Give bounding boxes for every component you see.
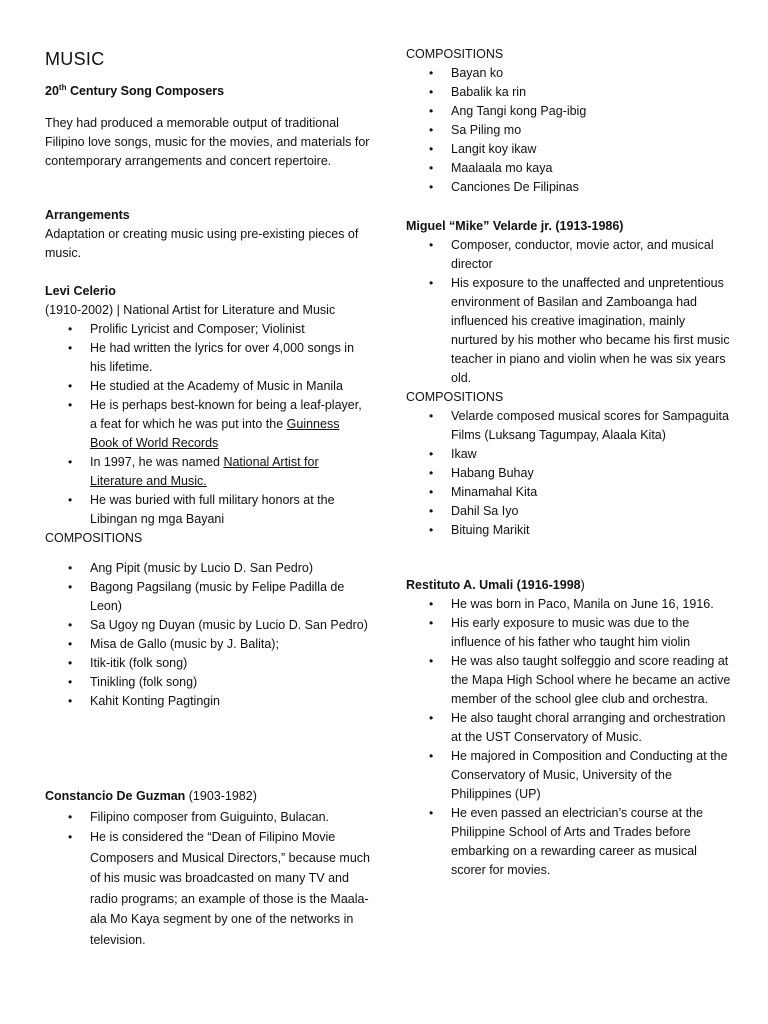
- intro-paragraph: They had produced a memorable output of traditional Filipino love songs, music for the movies, and materials for contemporary arrangements and concert repertoire.: [45, 116, 370, 168]
- list-item: • Velarde composed musical scores for Sampaguita Films (Luksang Tagumpay, Alaala Kita): [406, 407, 732, 445]
- list-item: [45, 453, 370, 491]
- constancio-block: [45, 786, 370, 950]
- list-item: • Bayan ko: [406, 64, 732, 83]
- velarde-name: Miguel “Mike” Velarde jr. (1913-1986): [406, 219, 624, 233]
- guinness-link[interactable]: Guinness Book of World Records: [90, 417, 340, 450]
- list-item: • Langit koy ikaw: [406, 140, 732, 159]
- list-item: • Bituing Marikit: [406, 521, 732, 540]
- umali-heading: [406, 576, 732, 595]
- list-item: • Sa Piling mo: [406, 121, 732, 140]
- list-item: • Dahil Sa Iyo: [406, 502, 732, 521]
- levi-compositions: [45, 559, 370, 711]
- list-item: • He was also taught solfeggio and score reading at the Mapa High School where he became an active member of the school glee club and orchestra.: [406, 652, 732, 709]
- velarde-compositions-label: COMPOSITIONS: [406, 390, 504, 404]
- list-item: • Maalaala mo kaya: [406, 159, 732, 178]
- compositions-label: COMPOSITIONS: [406, 47, 504, 61]
- list-item-text: In 1997, he was named: [90, 455, 224, 469]
- constancio-heading: [45, 786, 370, 807]
- list-item: • Ang Pipit (music by Lucio D. San Pedro): [45, 559, 370, 578]
- umali-paren: ): [580, 578, 585, 592]
- list-item-text: He is perhaps best-known for being a leaf-player, a feat for which he was put into the: [90, 398, 362, 431]
- list-item: • His early exposure to music was due to the influence of his father who taught him violin: [406, 614, 732, 652]
- list-item: • Sa Ugoy ng Duyan (music by Lucio D. San Pedro): [45, 616, 370, 635]
- list-item: • Misa de Gallo (music by J. Balita);: [45, 635, 370, 654]
- list-item: [45, 396, 370, 453]
- list-item: • Composer, conductor, movie actor, and musical director: [406, 236, 732, 274]
- list-item: • Ikaw: [406, 445, 732, 464]
- list-item: • Prolific Lyricist and Composer; Violinist: [45, 320, 370, 339]
- arrangements-text: Adaptation or creating music using pre-existing pieces of music.: [45, 227, 359, 260]
- list-item: • Kahit Konting Pagtingin: [45, 692, 370, 711]
- list-item: • He studied at the Academy of Music in Manila: [45, 377, 370, 396]
- list-item: • He was born in Paco, Manila on June 16, 1916.: [406, 595, 732, 614]
- list-item: • He had written the lyrics for over 4,000 songs in his lifetime.: [45, 339, 370, 377]
- list-item: • Itik-itik (folk song): [45, 654, 370, 673]
- constancio-bullets: [45, 807, 370, 951]
- list-item: • He majored in Composition and Conducting at the Conservatory of Music, University of the Philippines (UP): [406, 747, 732, 804]
- umali-block: [406, 576, 732, 880]
- list-item: • Canciones De Filipinas: [406, 178, 732, 197]
- list-item: • He was buried with full military honors at the Libingan ng mga Bayani: [45, 491, 370, 529]
- levi-celerio-block: [45, 282, 370, 711]
- list-item: • He also taught choral arranging and orchestration at the UST Conservatory of Music.: [406, 709, 732, 747]
- velarde-block: [406, 217, 732, 540]
- national-artist-link[interactable]: National Artist for Literature and Music.: [90, 455, 319, 488]
- levi-name: Levi Celerio: [45, 284, 116, 298]
- compositions-list: [406, 64, 732, 197]
- heading-sup: th: [58, 82, 67, 92]
- levi-compositions-label: COMPOSITIONS: [45, 531, 143, 545]
- list-item: • Minamahal Kita: [406, 483, 732, 502]
- levi-bullets: [45, 320, 370, 529]
- umali-name: Restituto A. Umali (1916-1998: [406, 578, 581, 592]
- list-item: • Habang Buhay: [406, 464, 732, 483]
- levi-subtitle: (1910-2002) | National Artist for Literature and Music: [45, 303, 336, 317]
- list-item: • Tinikling (folk song): [45, 673, 370, 692]
- list-item: • He is considered the “Dean of Filipino Movie Composers and Musical Directors,” because much of his music was broadcasted on many TV and radio programs; an example of those is the Maala-ala Mo Kaya segment by one of the networks in television.: [45, 827, 370, 950]
- page-title: MUSIC: [45, 49, 105, 69]
- heading-text: Century Song Composers: [66, 84, 225, 98]
- arrangements-label: Arrangements: [45, 208, 130, 222]
- constancio-years: (1903-1982): [185, 789, 257, 803]
- section-heading: [45, 82, 370, 101]
- constancio-name: Constancio De Guzman: [45, 789, 186, 803]
- umali-bullets: [406, 595, 732, 880]
- arrangements-block: [45, 206, 370, 263]
- list-item: • Bagong Pagsilang (music by Felipe Padilla de Leon): [45, 578, 370, 616]
- compositions-block: [406, 45, 732, 197]
- velarde-bullets: [406, 236, 732, 388]
- list-item: • Ang Tangi kong Pag-ibig: [406, 102, 732, 121]
- velarde-compositions: [406, 407, 732, 540]
- list-item: • He even passed an electrician’s course at the Philippine School of Arts and Trades before embarking on a rewarding career as musical scorer for movies.: [406, 804, 732, 880]
- list-item: • His exposure to the unaffected and unpretentious environment of Basilan and Zamboanga had influenced his creative imagination, mainly nurtured by his mother who became his first music teacher in piano and violin when he was six years old.: [406, 274, 732, 388]
- list-item: • Filipino composer from Guiguinto, Bulacan.: [45, 807, 370, 828]
- list-item: • Babalik ka rin: [406, 83, 732, 102]
- heading-number: 20: [45, 84, 59, 98]
